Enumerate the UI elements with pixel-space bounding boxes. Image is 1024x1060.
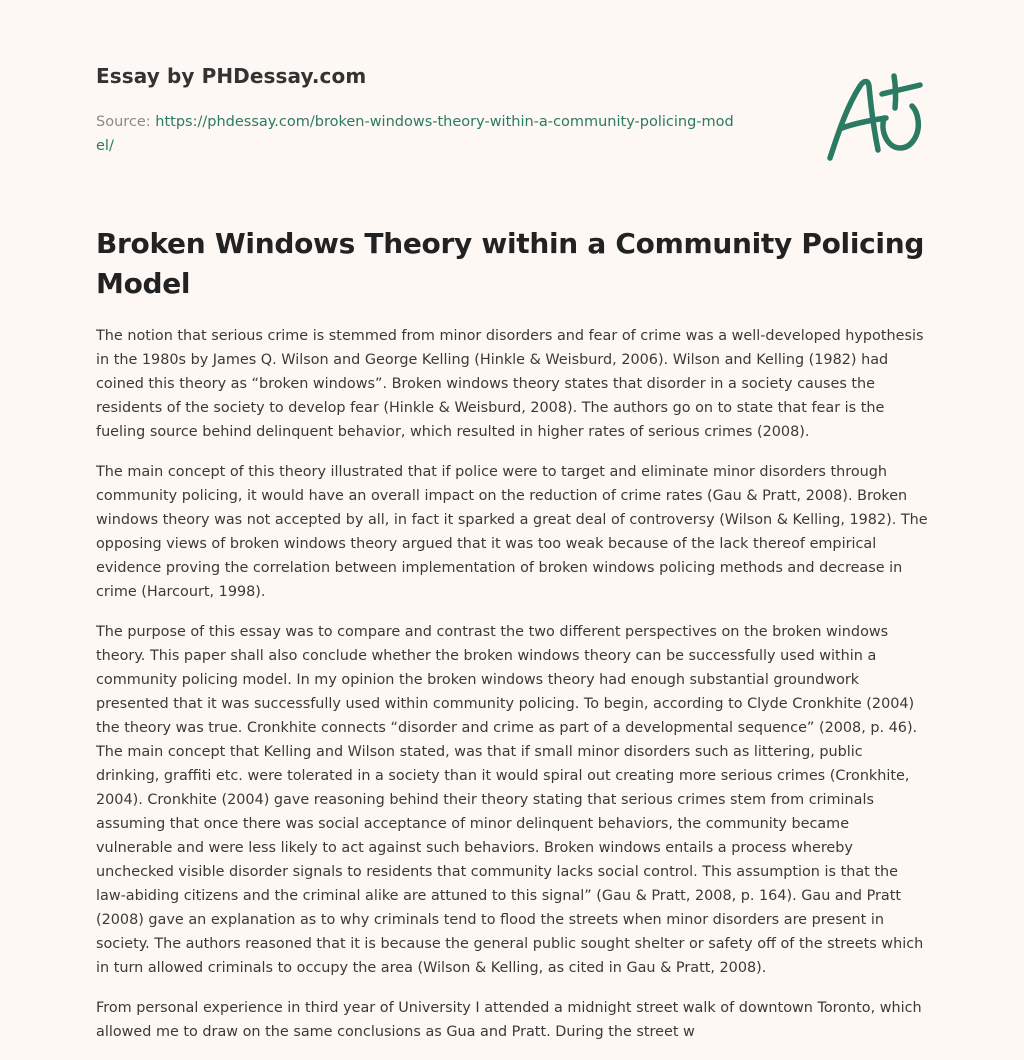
source-line [96, 110, 736, 158]
essay-paragraph: From personal experience in third year of University I attended a midnight street walk of downtown Toronto, which allowed me to draw on the same conclusions as Gua and Pratt. During the street w [96, 1000, 922, 1040]
a-plus-logo-icon [824, 68, 928, 164]
essay-title: Broken Windows Theory within a Community Policing Model [96, 227, 925, 300]
source-link[interactable]: https://phdessay.com/broken-windows-theory-within-a-community-policing-model/ [96, 114, 734, 154]
source-label: Source: [96, 114, 151, 130]
essay-paragraph: The purpose of this essay was to compare and contrast the two different perspectives on the broken windows theory. This paper shall also conclude whether the broken windows theory can be successfully used within a community policing model. In my opinion the broken windows theory had enough substantial groundwork presented that it was successfully used within community policing. To begin, according to Clyde Cronkhite (2004) the theory was true. Cronkhite connects “disorder and crime as part of a developmental sequence” (2008, p. 46). The main concept that Kelling and Wilson stated, was that if small minor disorders such as littering, public drinking, graffiti etc. were tolerated in a society than it would spiral out creating more serious crimes (Cronkhite, 2004). Cronkhite (2004) gave reasoning behind their theory stating that serious crimes stem from criminals assuming that once there was social acceptance of minor delinquent behaviors, the community became vulnerable and were less likely to act against such behaviors. Broken windows entails a process whereby unchecked visible disorder signals to residents that community lacks social control. This assumption is that the law-abiding citizens and the criminal alike are attuned to this signal” (Gau & Pratt, 2008, p. 164). Gau and Pratt (2008) gave an explanation as to why criminals tend to flood the streets when minor disorders are present in society. The authors reasoned that it is because the general public sought shelter or safety off of the streets which in turn allowed criminals to occupy the area (Wilson & Kelling, as cited in Gau & Pratt, 2008). [96, 624, 924, 976]
essay-body [96, 324, 928, 1060]
essay-page [96, 0, 928, 1060]
essay-paragraph: The main concept of this theory illustrated that if police were to target and eliminate minor disorders through community policing, it would have an overall impact on the reduction of crime rates (Gau & Pratt, 2008). Broken windows theory was not accepted by all, in fact it sparked a great deal of controversy (Wilson & Kelling, 1982). The opposing views of broken windows theory argued that it was too weak because of the lack thereof empirical evidence proving the correlation between implementation of broken windows policing methods and decrease in crime (Harcourt, 1998). [96, 464, 928, 600]
site-title: Essay by PHDessay.com [96, 64, 367, 88]
essay-paragraph: The notion that serious crime is stemmed from minor disorders and fear of crime was a well-developed hypothesis in the 1980s by James Q. Wilson and George Kelling (Hinkle & Weisburd, 2006). Wilson and Kelling (1982) had coined this theory as “broken windows”. Broken windows theory states that disorder in a society causes the residents of the society to develop fear (Hinkle & Weisburd, 2008). The authors go on to state that fear is the fueling source behind delinquent behavior, which resulted in higher rates of serious crimes (2008). [96, 328, 924, 440]
a-plus-logo [824, 68, 928, 164]
